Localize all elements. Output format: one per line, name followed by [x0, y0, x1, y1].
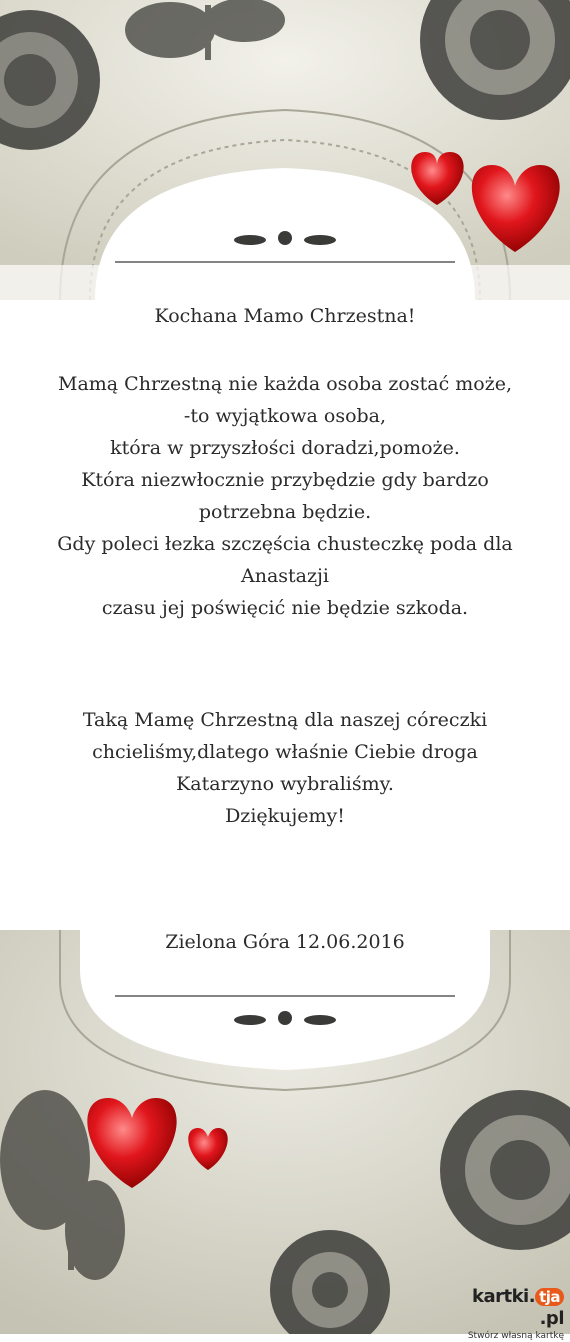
- greeting-line: Kochana Mamo Chrzestna!: [154, 305, 416, 327]
- poem-line: Która niezwłocznie przybędzie gdy bardzo: [81, 469, 489, 491]
- poem-line: Gdy poleci łezka szczęścia chusteczkę poda dla: [57, 533, 513, 555]
- closing-line: Katarzyno wybraliśmy.: [176, 773, 394, 795]
- closing-line: Dziękujemy!: [225, 805, 345, 827]
- poem-line: która w przyszłości doradzi,pomoże.: [110, 437, 460, 459]
- poem-line: Anastazji: [241, 565, 329, 587]
- brand-tagline: Stwórz własną kartkę: [467, 1331, 564, 1341]
- brand-logo[interactable]: [456, 1286, 564, 1341]
- poem-line: potrzebna będzie.: [198, 501, 372, 523]
- closing-line: chcieliśmy,dlatego właśnie Ciebie droga: [92, 741, 478, 763]
- brand-name-suffix: .pl: [539, 1308, 564, 1329]
- poem-line: Mamą Chrzestną nie każda osoba zostać może,: [58, 373, 512, 395]
- place-date-block: [20, 926, 550, 958]
- brand-name-badge: tja: [535, 1288, 564, 1306]
- greeting-block: [20, 300, 550, 332]
- brand-name-prefix: kartki.: [471, 1286, 536, 1307]
- poem-line: czasu jej poświęcić nie będzie szkoda.: [101, 597, 469, 619]
- brand-name: [456, 1286, 564, 1330]
- closing-block: [20, 704, 550, 832]
- place-date: Zielona Góra 12.06.2016: [165, 931, 405, 953]
- bottom-decoration: [0, 930, 570, 1334]
- closing-line: Taką Mamę Chrzestną dla naszej córeczki: [82, 709, 488, 731]
- poem-line: -to wyjątkowa osoba,: [183, 405, 387, 427]
- top-decoration: [0, 0, 570, 300]
- poem-block: [20, 368, 550, 624]
